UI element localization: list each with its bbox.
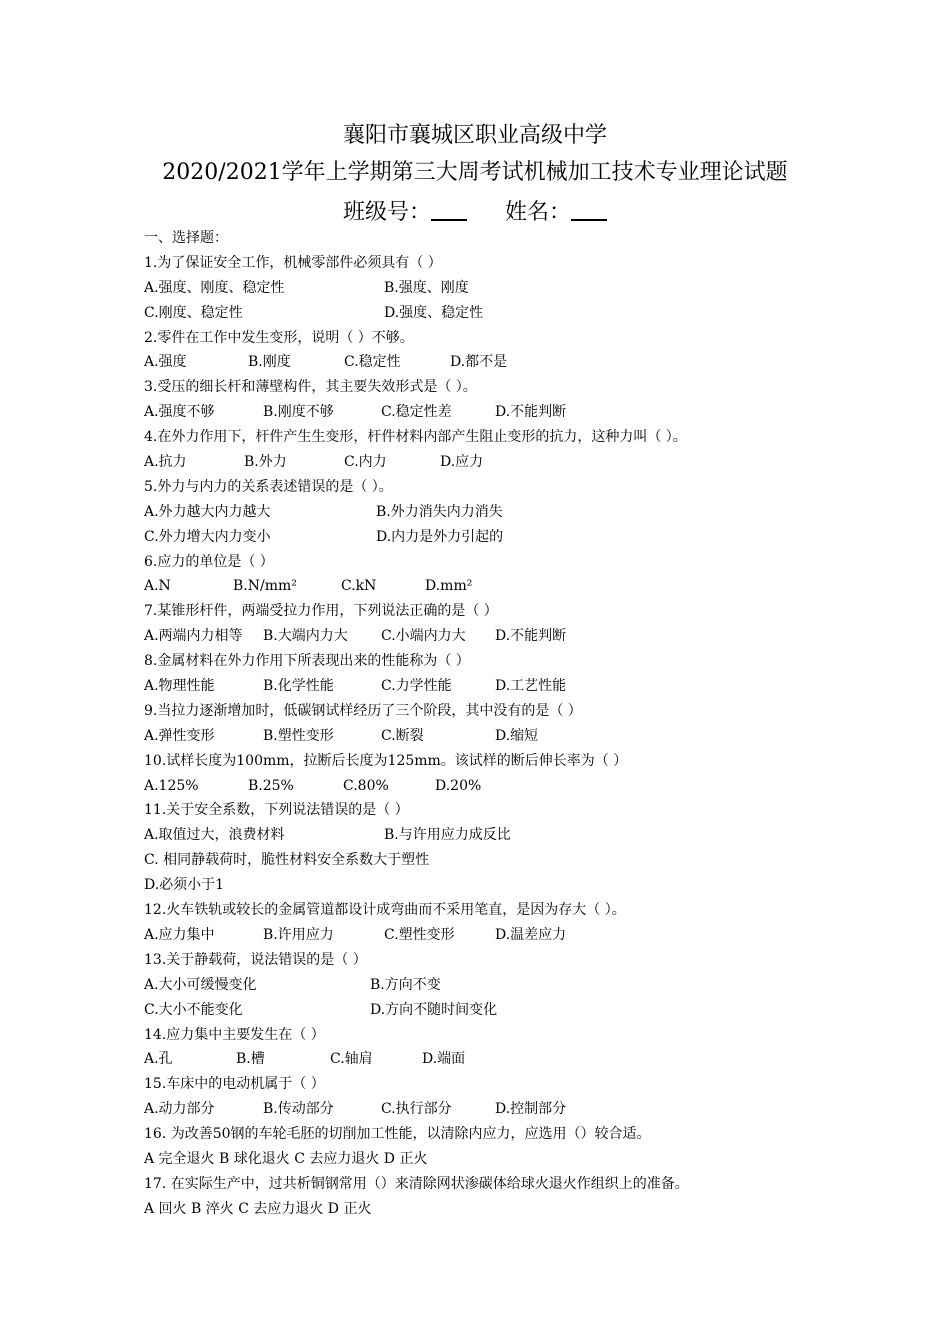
- answer-option[interactable]: C.kN: [341, 578, 377, 595]
- option-row: [144, 873, 844, 898]
- option-row: [144, 525, 844, 550]
- question-text: 17. 在实际生产中，过共析铜钢常用（）来清除网状渗碳体给球火退火作组织上的准备。: [144, 1175, 689, 1192]
- answer-option[interactable]: D.应力: [440, 454, 484, 471]
- answer-option[interactable]: B.强度、刚度: [384, 279, 469, 296]
- question-text: 6.应力的单位是（ ）: [144, 553, 274, 570]
- answer-option[interactable]: A.两端内力相等: [144, 628, 243, 645]
- option-row: [144, 1147, 844, 1172]
- answer-option[interactable]: C.外力增大内力变小: [144, 528, 271, 545]
- question-text: 5.外力与内力的关系表述错误的是（ ）。: [144, 478, 393, 495]
- question-text: 16. 为改善50钢的车轮毛胚的切削加工性能，以清除内应力，应选用（）较合适。: [144, 1126, 651, 1143]
- answer-option[interactable]: C.刚度、稳定性: [144, 304, 243, 321]
- answer-option[interactable]: B.许用应力: [263, 926, 334, 943]
- answer-option[interactable]: D.内力是外力引起的: [376, 528, 504, 545]
- answer-option[interactable]: B.化学性能: [263, 678, 334, 695]
- answer-option[interactable]: C.力学性能: [381, 678, 452, 695]
- answer-option[interactable]: A 回火 B 淬火 C 去应力退火 D 正火: [144, 1200, 372, 1217]
- answer-option[interactable]: B.外力消失内力消失: [376, 503, 503, 520]
- option-row: [144, 350, 844, 375]
- answer-option[interactable]: B.大端内力大: [263, 628, 348, 645]
- answer-option[interactable]: A.强度、刚度、稳定性: [144, 279, 285, 296]
- answer-option[interactable]: D.不能判断: [495, 404, 567, 421]
- option-row: [144, 823, 844, 848]
- name-blank[interactable]: [571, 197, 607, 221]
- answer-option[interactable]: B.与许用应力成反比: [384, 827, 511, 844]
- answer-option[interactable]: C.80%: [343, 777, 389, 794]
- answer-option[interactable]: C.稳定性: [344, 354, 401, 371]
- answer-option[interactable]: D.20%: [435, 777, 482, 794]
- answer-option[interactable]: A.取值过大，浪费材料: [144, 827, 285, 844]
- option-row: [144, 1047, 844, 1072]
- answer-option[interactable]: C.轴肩: [330, 1051, 373, 1068]
- answer-option[interactable]: D.不能判断: [495, 628, 567, 645]
- answer-option[interactable]: B.传动部分: [263, 1101, 334, 1118]
- option-row: [144, 998, 844, 1023]
- answer-option[interactable]: C.执行部分: [381, 1101, 452, 1118]
- answer-option[interactable]: C.断裂: [381, 727, 424, 744]
- answer-option[interactable]: D.端面: [422, 1051, 466, 1068]
- option-row: [144, 774, 844, 799]
- answer-option[interactable]: C.大小不能变化: [144, 1001, 243, 1018]
- question-text: 9.当拉力逐渐增加时，低碳钢试样经历了三个阶段，其中没有的是（ ）: [144, 702, 582, 719]
- answer-option[interactable]: D.工艺性能: [495, 678, 567, 695]
- answer-option[interactable]: D.方向不随时间变化: [370, 1001, 498, 1018]
- question-text: 10.试样长度为100mm，拉断后长度为125mm。该试样的断后伸长率为（ ）: [144, 752, 628, 769]
- answer-option[interactable]: C.小端内力大: [381, 628, 466, 645]
- question-text: 4.在外力作用下，杆件产生生变形，杆件材料内部产生阻止变形的抗力，这种力叫（ ）。: [144, 429, 687, 446]
- option-row: [144, 276, 844, 301]
- option-row: [144, 500, 844, 525]
- answer-option[interactable]: D.温差应力: [495, 926, 567, 943]
- answer-option[interactable]: A.动力部分: [144, 1101, 215, 1118]
- option-row: [144, 1097, 844, 1122]
- answer-option[interactable]: C. 相同静载荷时，脆性材料安全系数大于塑性: [144, 852, 430, 869]
- question-text: 13.关于静载荷，说法错误的是（ ）: [144, 951, 367, 968]
- question-text: 12.火车铁轨或较长的金属管道都设计成弯曲而不采用笔直，是因为存大（ ）。: [144, 902, 626, 919]
- option-row: [144, 450, 844, 475]
- answer-option[interactable]: A.125%: [144, 777, 199, 794]
- answer-option[interactable]: A.强度不够: [144, 404, 215, 421]
- answer-option[interactable]: A.外力越大内力越大: [144, 503, 271, 520]
- option-row: [144, 400, 844, 425]
- answer-option[interactable]: B.25%: [248, 777, 294, 794]
- answer-option[interactable]: C.稳定性差: [381, 404, 452, 421]
- answer-option[interactable]: B.方向不变: [370, 976, 441, 993]
- answer-option[interactable]: B.刚度: [248, 354, 291, 371]
- answer-option[interactable]: D.mm²: [425, 578, 473, 595]
- section-heading: 一、选择题：: [144, 230, 228, 246]
- answer-option[interactable]: A.强度: [144, 354, 187, 371]
- option-row: [144, 848, 844, 873]
- answer-option[interactable]: D.必须小于1: [144, 877, 225, 894]
- answer-option[interactable]: B.塑性变形: [263, 727, 334, 744]
- question-text: 2.零件在工作中发生变形，说明（ ）不够。: [144, 329, 414, 346]
- answer-option[interactable]: C.内力: [344, 454, 387, 471]
- option-row: [144, 624, 844, 649]
- exam-title: 2020/2021学年上学期第三大周考试机械加工技术专业理论试题: [162, 160, 788, 185]
- answer-option[interactable]: D.都不是: [450, 354, 508, 371]
- question-text: 7.某锥形杆件，两端受拉力作用，下列说法正确的是（ ）: [144, 603, 498, 620]
- question-list: [144, 226, 844, 1222]
- class-label: 班级号：: [342, 200, 431, 225]
- question-text: 8.金属材料在外力作用下所表现出来的性能称为（ ）: [144, 653, 470, 670]
- option-row: [144, 674, 844, 699]
- option-row: [144, 724, 844, 749]
- student-info-line: [0, 197, 950, 228]
- answer-option[interactable]: B.槽: [236, 1051, 265, 1068]
- question-text: 1.为了保证安全工作，机械零部件必须具有（ ）: [144, 254, 442, 271]
- question-text: 15.车床中的电动机属于（ ）: [144, 1076, 325, 1093]
- answer-option[interactable]: A.物理性能: [144, 678, 215, 695]
- option-row: [144, 574, 844, 599]
- option-row: [144, 923, 844, 948]
- answer-option[interactable]: A.大小可缓慢变化: [144, 976, 257, 993]
- answer-option[interactable]: C.塑性变形: [384, 926, 455, 943]
- question-text: 11.关于安全系数，下列说法错误的是（ ）: [144, 802, 409, 819]
- answer-option[interactable]: A.应力集中: [144, 926, 215, 943]
- answer-option[interactable]: D.控制部分: [495, 1101, 567, 1118]
- answer-option[interactable]: B.刚度不够: [263, 404, 334, 421]
- answer-option[interactable]: B.外力: [244, 454, 287, 471]
- question-text: 14.应力集中主要发生在（ ）: [144, 1026, 325, 1043]
- option-row: [144, 1197, 844, 1222]
- answer-option[interactable]: A.抗力: [144, 454, 187, 471]
- question-text: 3.受压的细长杆和薄壁构件，其主要失效形式是（ ）。: [144, 379, 477, 396]
- name-label: 姓名：: [505, 200, 572, 225]
- answer-option[interactable]: A.孔: [144, 1051, 173, 1068]
- answer-option[interactable]: A.弹性变形: [144, 727, 215, 744]
- answer-option[interactable]: D.强度、稳定性: [384, 304, 484, 321]
- option-row: [144, 973, 844, 998]
- option-row: [144, 301, 844, 326]
- school-name: 襄阳市襄城区职业高级中学: [342, 123, 607, 148]
- answer-option[interactable]: B.N/mm²: [233, 578, 297, 595]
- class-number-blank[interactable]: [431, 197, 467, 221]
- answer-option[interactable]: A.N: [144, 578, 171, 595]
- answer-option[interactable]: A 完全退火 B 球化退火 C 去应力退火 D 正火: [144, 1150, 428, 1167]
- answer-option[interactable]: D.缩短: [495, 727, 539, 744]
